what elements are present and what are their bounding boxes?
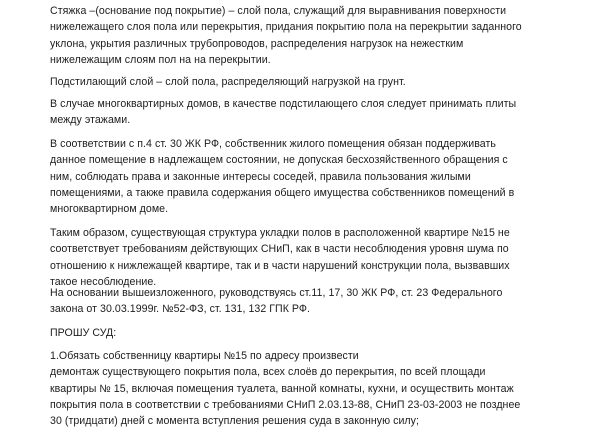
paragraph-conclusion: Таким образом, существующая структура укладки полов в расположенной квартире №15 не соответствует требованиям действующих СНиП, как в части несоблюдения уровня шума по отношению к нижлежащей квартире, так и в части нарушений конструкции пола, вызвавших такое несоблюдение. <box>50 227 510 288</box>
paragraph-legal-basis: На основании вышеизложенного, руководствуясь ст.11, 17, 30 ЖК РФ, ст. 23 Федерального закона от 30.03.1999г. №52-ФЗ, ст. 131, 132 ГПК РФ. <box>50 287 503 316</box>
paragraph-demand-1: 1.Обязать собственницу квартиры №15 по адресу произвести демонтаж существующего покрытия пола, всех слоёв до перекрытия, по всей площади квартиры № 15, включая помещения туалета, ванной комнаты, кухни, и осуществить монтаж покрытия пола в соответствии с требованиями СНиП 2.03.13-88, СНиП 23-03-2003 не позднее 30 (тридцати) дней с момента вступления решения суда в законную силу; <box>50 350 521 428</box>
paragraph-request-heading: ПРОШУ СУД: <box>50 327 117 339</box>
paragraph-housing-code: В соответствии с п.4 ст. 30 ЖК РФ, собственник жилого помещения обязан поддерживать данное помещение в надлежащем состоянии, не допуская бесхозяйственного обращения с ним, соблюдать права и законные интересы соседей, правила пользования жилыми помещениями, а также правила содержания общего имущества собственников помещений в многоквартирном доме. <box>50 138 515 216</box>
paragraph-underlayer-definition: Подстилающий слой – слой пола, распределяющий нагрузкой на грунт. <box>50 76 406 88</box>
paragraph-screed-definition: Стяжка –(основание под покрытие) – слой пола, служащий для выравнивания поверхности нижележащего слоя пола или перекрытия, придания покрытию пола на перекрытии заданного уклона, укрытия различных трубопроводов, распределения нагрузок на нежестким нижележащим слоям пол на на перекрытии. <box>50 5 522 66</box>
paragraph-apartment-buildings: В случае многоквартирных домов, в качестве подстилающего слоя следует принимать плиты между этажами. <box>50 98 517 127</box>
